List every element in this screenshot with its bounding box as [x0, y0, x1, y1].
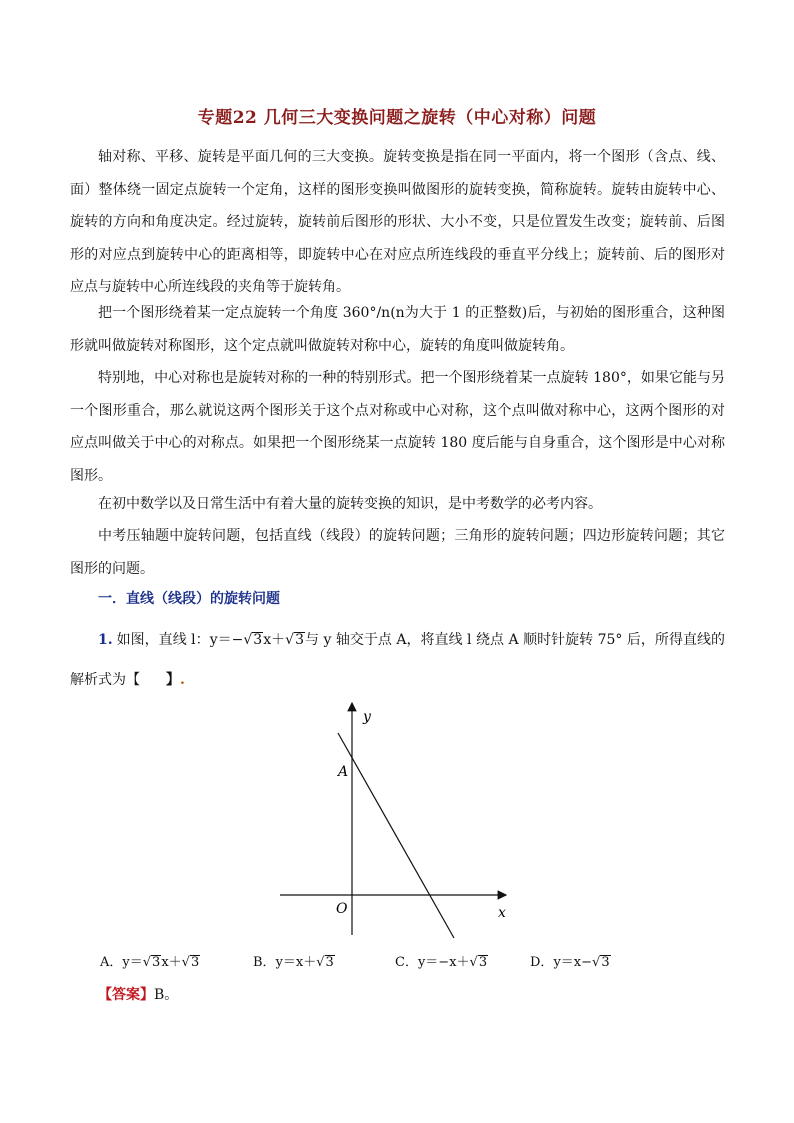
origin-label: O [336, 901, 348, 917]
paragraph-exam-types: 中考压轴题中旋转问题，包括直线（线段）的旋转问题；三角形的旋转问题；四边形旋转问题；其它图形的问题。 [70, 528, 725, 577]
point-a-label: A [338, 764, 349, 780]
option-b[interactable]: B．y＝x＋√3 [253, 955, 334, 970]
option-c[interactable]: C．y＝−x＋√3 [395, 955, 488, 970]
section-heading: 一．直线（线段）的旋转问题 [98, 591, 280, 607]
question-dot: . [180, 672, 185, 688]
sqrt-symbol: √3 [285, 632, 304, 648]
answer-tag: 【答案】 [98, 987, 154, 1003]
y-axis-label: y [363, 709, 371, 725]
question-text-end: 】 [166, 672, 180, 688]
answer-line [98, 984, 178, 1004]
question-text-part3: 与 y 轴交于点 A，将直线 l 绕点 A 顺时针旋转 75° 后，所得直线的解析式为【 [70, 632, 725, 688]
paragraph-intro: 轴对称、平移、旋转是平面几何的三大变换。旋转变换是指在同一平面内，将一个图形（含点、线、面）整体绕一固定点旋转一个定角，这样的图形变换叫做图形的旋转变换，简称旋转。旋转由旋转中心、旋转的方向和角度决定。经过旋转，旋转前后图形的形状、大小不变，只是位置发生改变；旋转前、后图形的对应点到旋转中心的距离相等，即旋转中心在对应点所连线段的垂直平分线上；旋转前、后的图形对应点与旋转中心所连线段的夹角等于旋转角。 [70, 149, 725, 295]
line-l [338, 733, 454, 938]
question-text-part2: x＋ [263, 632, 286, 648]
sqrt-symbol: √3 [243, 632, 263, 648]
page-title: 专题22 几何三大变换问题之旋转（中心对称）问题 [197, 108, 597, 128]
option-d[interactable]: D．y＝x−√3 [530, 955, 610, 970]
option-a[interactable]: A．y＝√3x＋√3 [100, 955, 200, 970]
x-axis-label: x [498, 905, 506, 921]
answer-value: B。 [154, 987, 179, 1003]
question-text-part1: 如图，直线 l：y＝− [116, 632, 244, 648]
paragraph-rotation-symmetry: 把一个图形绕着某一定点旋转一个角度 360°/n(n为大于 1 的正整数)后，与初始的图形重合，这种图形就叫做旋转对称图形，这个定点就叫做旋转对称中心，旋转的角度叫做旋转角。 [70, 305, 725, 354]
coordinate-diagram [270, 695, 520, 945]
question-number: 1. [98, 632, 113, 648]
question-1 [70, 620, 725, 700]
paragraph-knowledge: 在初中数学以及日常生活中有着大量的旋转变换的知识，是中考数学的必考内容。 [98, 496, 602, 512]
paragraph-central-symmetry: 特别地，中心对称也是旋转对称的一种的特别形式。把一个图形绕着某一点旋转 180°，如果它能与另一个图形重合，那么就说这两个图形关于这个点对称或中心对称，这个点叫做对称中心，这两个图形的对应点叫做关于中心的对称点。如果把一个图形绕某一点旋转 180 度后能与自身重合，这个图形是中心对称图形。 [70, 370, 725, 484]
